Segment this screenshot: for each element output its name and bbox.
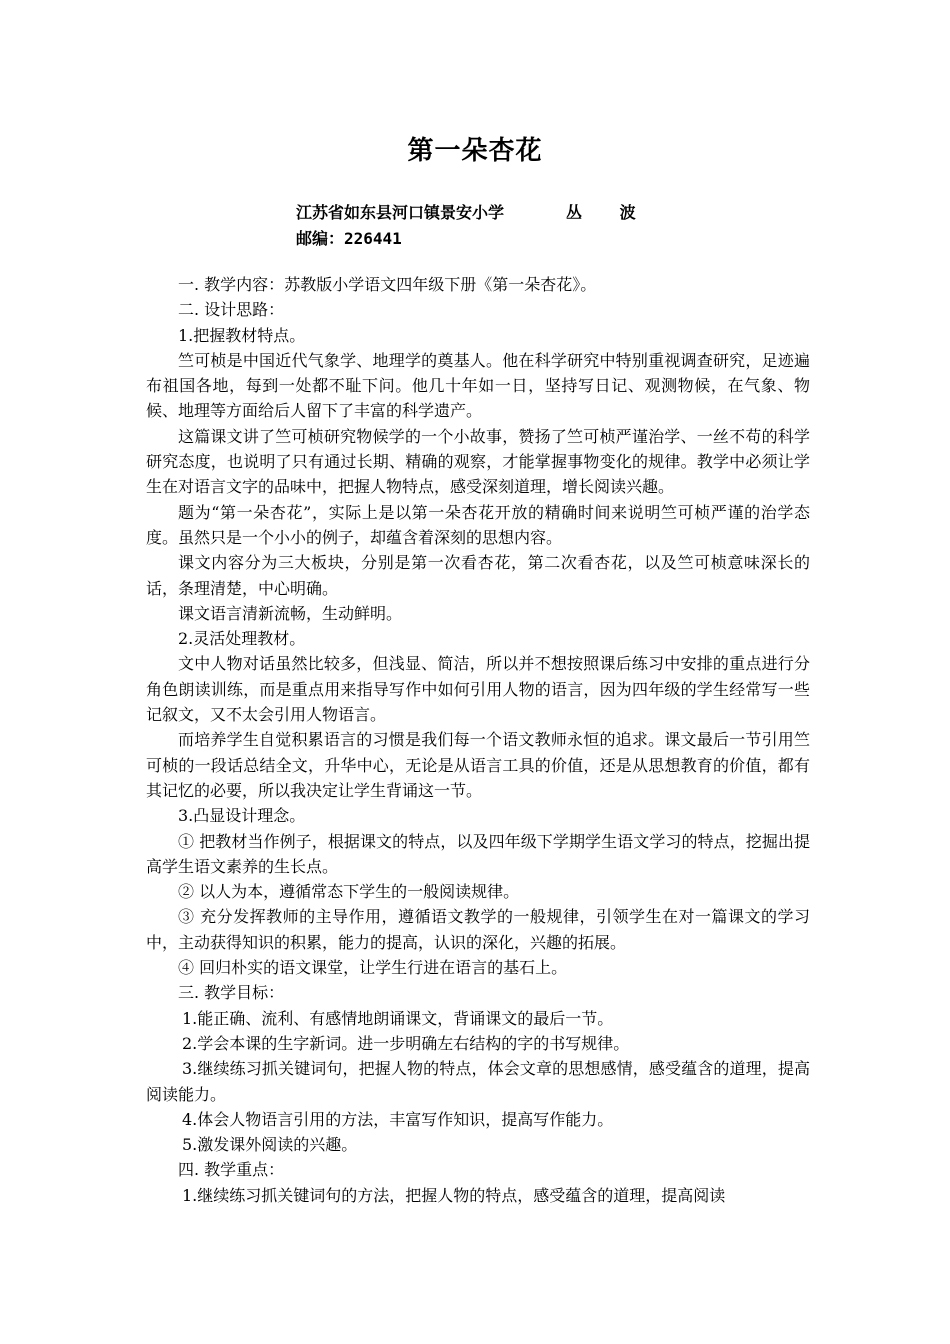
section-heading-goals: 三. 教学目标： — [178, 983, 285, 1003]
section-heading-label: 一. 教学内容： — [178, 275, 285, 294]
paragraph: 课文内容分为三大板块，分别是第一次看杏花，第二次看杏花，以及竺可桢意味深长的话，条理清楚，中心明确。 — [146, 553, 810, 598]
list-item: 5.激发课外阅读的兴趣。 — [182, 1135, 358, 1155]
paragraph: 竺可桢是中国近代气象学、地理学的奠基人。他在科学研究中特别重视调查研究，足迹遍布祖国各地，每到一处都不耻下问。他几十年如一日，坚持写日记、观测物候，在气象、物候、地理等方面给后人留下了丰富的科学遗产。 — [146, 350, 810, 421]
list-item: 2.学会本课的生字新词。进一步明确左右结构的字的书写规律。 — [182, 1033, 630, 1053]
list-item: 4.体会人物语言引用的方法，丰富写作知识，提高写作能力。 — [182, 1109, 614, 1129]
paragraph: 题为“第一朵杏花”，实际上是以第一朵杏花开放的精确时间来说明竺可桢严谨的治学态度。虽然只是一个小小的例子，却蕴含着深刻的思想内容。 — [146, 502, 810, 547]
section-heading-key-points: 四. 教学重点： — [178, 1160, 285, 1180]
document-title: 第一朵杏花 — [407, 136, 543, 166]
author-line — [296, 200, 650, 226]
list-item: 1.能正确、流利、有感情地朗诵课文，背诵课文的最后一节。 — [182, 1008, 614, 1028]
subheading-flexible-handling: 2.灵活处理教材。 — [178, 629, 306, 649]
paragraph: 文中人物对话虽然比较多，但浅显、简洁，所以并不想按照课后练习中安排的重点进行分角色朗读训练，而是重点用来指导写作中如何引用人物的语言，因为四年级的学生经常写一些记叙文，又不太会引用人物语言。 — [146, 654, 810, 725]
author-name: 丛 波 — [566, 203, 650, 222]
section-heading-text: 苏教版小学语文四年级下册《第一朵杏花》。 — [284, 275, 597, 294]
subheading-grasp-features: 1.把握教材特点。 — [178, 325, 306, 345]
list-item: ① 把教材当作例子，根据课文的特点，以及四年级下学期学生语文学习的特点，挖掘出提高学生语文素养的生长点。 — [146, 831, 810, 876]
paragraph: 课文语言清新流畅，生动鲜明。 — [178, 603, 403, 623]
document-body — [146, 272, 810, 1208]
section-heading-content — [146, 272, 810, 297]
list-item: ② 以人为本，遵循常态下学生的一般阅读规律。 — [178, 882, 520, 902]
section-heading-design: 二. 设计思路： — [178, 300, 285, 320]
list-item: 3.继续练习抓关键词句，把握人物的特点，体会文章的思想感情，感受蕴含的道理，提高阅读能力。 — [146, 1059, 810, 1104]
paragraph: 这篇课文讲了竺可桢研究物候学的一个小故事，赞扬了竺可桢严谨治学、一丝不苟的科学研究态度，也说明了只有通过长期、精确的观察，才能掌握事物变化的规律。教学中必须让学生在对语言文字的品味中，把握人物特点，感受深刻道理，增长阅读兴趣。 — [146, 426, 810, 497]
list-item: 1.继续练习抓关键词句的方法，把握人物的特点，感受蕴含的道理，提高阅读 — [182, 1185, 726, 1205]
list-item: ④ 回归朴实的语文课堂，让学生行进在语言的基石上。 — [178, 958, 568, 978]
paragraph: 而培养学生自觉积累语言的习惯是我们每一个语文教师永恒的追求。课文最后一节引用竺可桢的一段话总结全文，升华中心，无论是从语言工具的价值，还是从思想教育的价值，都有其记忆的必要，所以我决定让学生背诵这一节。 — [146, 730, 810, 800]
author-postcode: 邮编：226441 — [296, 229, 402, 248]
list-item: ③ 充分发挥教师的主导作用，遵循语文教学的一般规律，引领学生在对一篇课文的学习中，主动获得知识的积累，能力的提高，认识的深化，兴趣的拓展。 — [146, 907, 810, 952]
author-school: 江苏省如东县河口镇景安小学 — [296, 203, 505, 222]
author-block — [296, 200, 650, 252]
subheading-design-concept: 3.凸显设计理念。 — [178, 806, 306, 826]
